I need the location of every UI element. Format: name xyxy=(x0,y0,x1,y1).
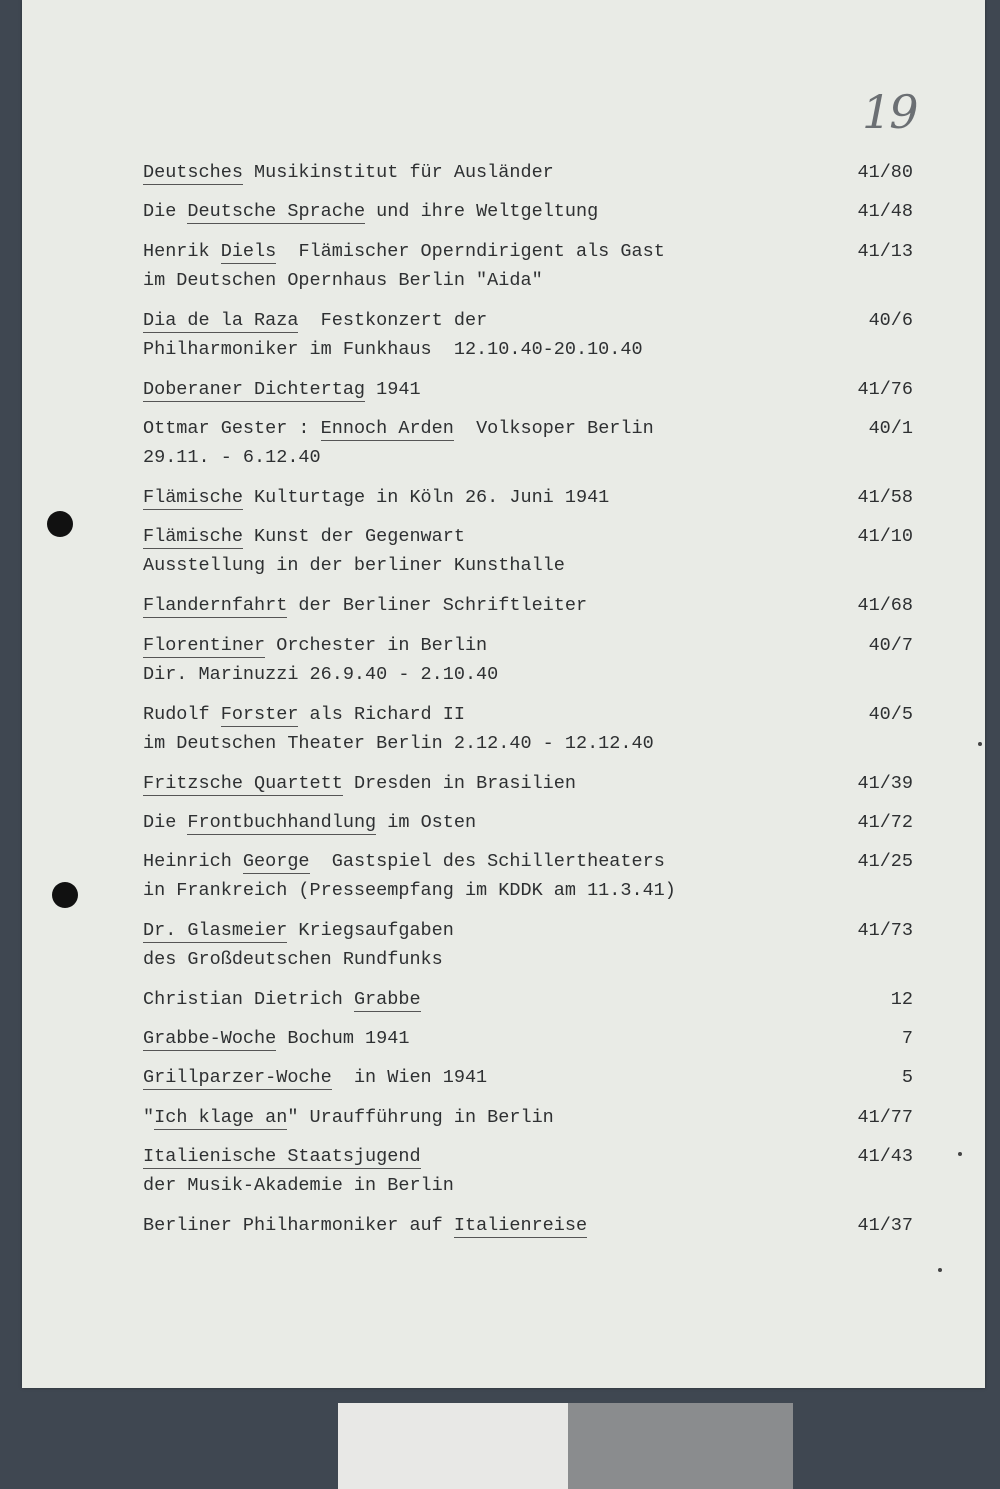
reference-number: 41/48 xyxy=(857,201,913,222)
reference-number: 41/77 xyxy=(857,1107,913,1128)
calibration-strip-gray xyxy=(568,1403,793,1489)
entry-text: Christian Dietrich xyxy=(143,989,354,1010)
underlined-keyword: Frontbuchhandlung xyxy=(187,812,377,833)
entry-text: Kunst der Gegenwart xyxy=(242,526,465,547)
entry-line xyxy=(143,916,913,945)
entry-text: im Deutschen Opernhaus Berlin "Aida" xyxy=(143,270,543,291)
entry-text: Dir. Marinuzzi 26.9.40 - 2.10.40 xyxy=(143,664,499,685)
handwritten-folio-number: 19 xyxy=(862,85,917,139)
index-entry xyxy=(143,237,913,295)
entry-line xyxy=(143,847,913,876)
reference-number: 40/5 xyxy=(868,704,913,725)
index-entry xyxy=(143,483,913,512)
entry-line xyxy=(143,945,913,974)
speck xyxy=(958,1152,962,1156)
underlined-keyword: Ich klage an xyxy=(154,1107,288,1128)
reference-number: 40/7 xyxy=(868,635,913,656)
entry-line xyxy=(143,483,913,512)
entry-text: Die xyxy=(143,201,188,222)
entry-text: Kulturtage in Köln 26. Juni 1941 xyxy=(242,487,610,508)
reference-number: 41/72 xyxy=(857,812,913,833)
reference-number: 41/76 xyxy=(857,379,913,400)
entry-text: " Uraufführung in Berlin xyxy=(287,1107,554,1128)
entry-text: Festkonzert der xyxy=(298,310,488,331)
reference-number: 41/37 xyxy=(857,1215,913,1236)
underlined-keyword: Ennoch Arden xyxy=(320,418,454,439)
entry-text: Kriegsaufgaben xyxy=(287,920,454,941)
underlined-keyword: Dia de la Raza xyxy=(143,310,299,331)
reference-number: 40/1 xyxy=(868,418,913,439)
entry-text: Die xyxy=(143,812,188,833)
index-entry xyxy=(143,1142,913,1200)
entry-text: im Osten xyxy=(376,812,477,833)
entry-text: Orchester in Berlin xyxy=(265,635,488,656)
entry-line xyxy=(143,443,913,472)
entry-text: Ottmar Gester : xyxy=(143,418,321,439)
reference-number: 40/6 xyxy=(868,310,913,331)
entry-text: und ihre Weltgeltung xyxy=(365,201,599,222)
reference-number: 41/68 xyxy=(857,595,913,616)
underlined-keyword: Flandernfahrt xyxy=(143,595,288,616)
entry-line xyxy=(143,985,913,1014)
entry-text: Volksoper Berlin xyxy=(453,418,654,439)
entry-text: des Großdeutschen Rundfunks xyxy=(143,949,443,970)
entry-text: als Richard II xyxy=(298,704,465,725)
entry-line xyxy=(143,876,913,905)
underlined-keyword: Grabbe-Woche xyxy=(143,1028,277,1049)
index-entry xyxy=(143,197,913,226)
entry-line xyxy=(143,700,913,729)
speck xyxy=(938,1268,942,1272)
entry-line xyxy=(143,197,913,226)
speck xyxy=(978,742,982,746)
index-entry xyxy=(143,375,913,404)
index-entry xyxy=(143,591,913,620)
underlined-keyword: Florentiner xyxy=(143,635,266,656)
entry-line xyxy=(143,414,913,443)
underlined-keyword: Italienische Staatsjugend xyxy=(143,1146,421,1167)
underlined-keyword: Italienreise xyxy=(453,1215,588,1236)
underlined-keyword: Forster xyxy=(220,704,299,725)
entry-line xyxy=(143,631,913,660)
entry-line xyxy=(143,1171,913,1200)
reference-number: 41/39 xyxy=(857,773,913,794)
entry-text: 1941 xyxy=(365,379,421,400)
entry-line xyxy=(143,1103,913,1132)
entry-text: Rudolf xyxy=(143,704,221,725)
entry-line xyxy=(143,237,913,266)
entry-line xyxy=(143,1063,913,1092)
reference-number: 41/73 xyxy=(857,920,913,941)
underlined-keyword: Flämische xyxy=(143,526,243,547)
entry-line xyxy=(143,266,913,295)
entry-text: Flämischer Operndirigent als Gast xyxy=(276,241,665,262)
entry-text: " xyxy=(143,1107,155,1128)
underlined-keyword: Grabbe xyxy=(353,989,421,1010)
entry-text: der Berliner Schriftleiter xyxy=(287,595,588,616)
reference-number: 5 xyxy=(901,1067,913,1088)
entry-line xyxy=(143,1211,913,1240)
entry-text: Dresden in Brasilien xyxy=(342,773,576,794)
entry-line xyxy=(143,551,913,580)
index-entry xyxy=(143,522,913,580)
punch-hole-upper xyxy=(47,511,73,537)
index-entry xyxy=(143,1103,913,1132)
entry-text: in Wien 1941 xyxy=(331,1067,488,1088)
entry-text: Berliner Philharmoniker auf xyxy=(143,1215,454,1236)
underlined-keyword: Diels xyxy=(220,241,277,262)
entry-text: Musikinstitut für Ausländer xyxy=(242,162,554,183)
underlined-keyword: George xyxy=(242,851,310,872)
index-entry xyxy=(143,847,913,905)
reference-number: 41/80 xyxy=(857,162,913,183)
entry-line xyxy=(143,1142,913,1171)
underlined-keyword: Flämische xyxy=(143,487,243,508)
entry-line xyxy=(143,306,913,335)
index-entry xyxy=(143,1024,913,1053)
entry-line xyxy=(143,335,913,364)
entry-line xyxy=(143,522,913,551)
entry-text: Gastspiel des Schillertheaters xyxy=(309,851,665,872)
underlined-keyword: Grillparzer-Woche xyxy=(143,1067,332,1088)
index-entry xyxy=(143,158,913,187)
entry-text: Bochum 1941 xyxy=(276,1028,410,1049)
index-entry xyxy=(143,985,913,1014)
entry-text: im Deutschen Theater Berlin 2.12.40 - 12.12.40 xyxy=(143,733,654,754)
index-entry xyxy=(143,306,913,364)
reference-number: 41/13 xyxy=(857,241,913,262)
entry-text: Heinrich xyxy=(143,851,243,872)
entry-text: Philharmoniker im Funkhaus 12.10.40-20.10.40 xyxy=(143,339,643,360)
entry-text: Ausstellung in der berliner Kunsthalle xyxy=(143,555,565,576)
entry-line xyxy=(143,1024,913,1053)
reference-number: 41/58 xyxy=(857,487,913,508)
index-entry xyxy=(143,1211,913,1240)
punch-hole-lower xyxy=(52,882,78,908)
reference-number: 41/25 xyxy=(857,851,913,872)
entry-line xyxy=(143,375,913,404)
underlined-keyword: Fritzsche Quartett xyxy=(143,773,343,794)
reference-number: 41/43 xyxy=(857,1146,913,1167)
index-entry xyxy=(143,631,913,689)
entry-text: in Frankreich (Presseempfang im KDDK am 11.3.41) xyxy=(143,880,676,901)
entry-text: der Musik-Akademie in Berlin xyxy=(143,1175,454,1196)
index-entry xyxy=(143,916,913,974)
underlined-keyword: Deutsche Sprache xyxy=(187,201,366,222)
underlined-keyword: Dr. Glasmeier xyxy=(143,920,288,941)
index-entry xyxy=(143,414,913,472)
entry-line xyxy=(143,660,913,689)
entry-line xyxy=(143,729,913,758)
entry-line xyxy=(143,158,913,187)
reference-number: 12 xyxy=(890,989,913,1010)
calibration-strip-white xyxy=(338,1403,568,1489)
entry-line xyxy=(143,769,913,798)
entry-line xyxy=(143,591,913,620)
index-entry xyxy=(143,808,913,837)
index-entry xyxy=(143,769,913,798)
underlined-keyword: Doberaner Dichtertag xyxy=(143,379,366,400)
index-entry xyxy=(143,1063,913,1092)
reference-number: 7 xyxy=(901,1028,913,1049)
entry-text: Henrik xyxy=(143,241,221,262)
entry-line xyxy=(143,808,913,837)
index-entry xyxy=(143,700,913,758)
reference-number: 41/10 xyxy=(857,526,913,547)
underlined-keyword: Deutsches xyxy=(143,162,243,183)
entry-text: 29.11. - 6.12.40 xyxy=(143,447,321,468)
